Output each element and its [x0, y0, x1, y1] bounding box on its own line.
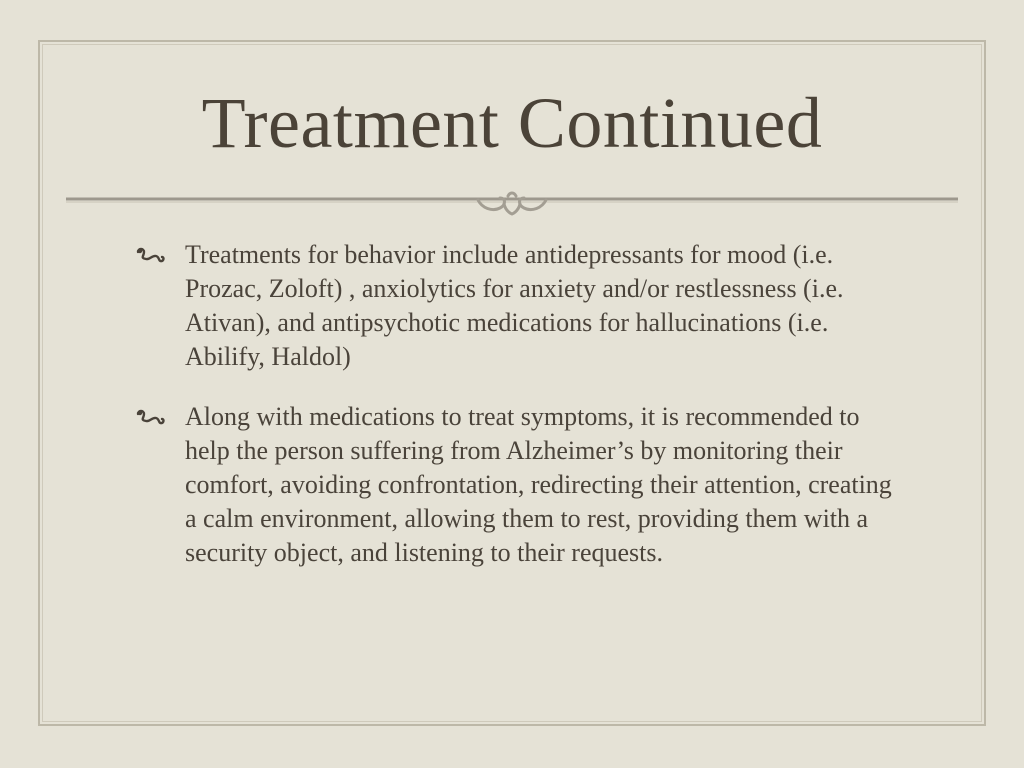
- fleuron-bullet-icon: [136, 246, 166, 266]
- bullet-item: [136, 238, 896, 374]
- divider-flourish-icon: [478, 193, 546, 214]
- slide-title: Treatment Continued: [201, 83, 823, 163]
- bullet-text: Treatments for behavior include antidepressants for mood (i.e. Prozac, Zoloft) , anxiolytics for anxiety and/or restlessness (i.e. Ativan), and antipsychotic medications for hallucinations (i.e. Abilify, Haldol): [185, 240, 844, 371]
- fleuron-bullet-icon: [136, 408, 166, 428]
- bullet-text: Along with medications to treat symptoms, it is recommended to help the person suffering from Alzheimer’s by monitoring their comfort, avoiding confrontation, redirecting their attention, creating a calm environment, allowing them to rest, providing them with a security object, and listening to their requests.: [185, 402, 892, 567]
- ornamental-divider: [66, 190, 958, 220]
- bullet-list: [136, 238, 896, 596]
- bullet-item: [136, 400, 896, 570]
